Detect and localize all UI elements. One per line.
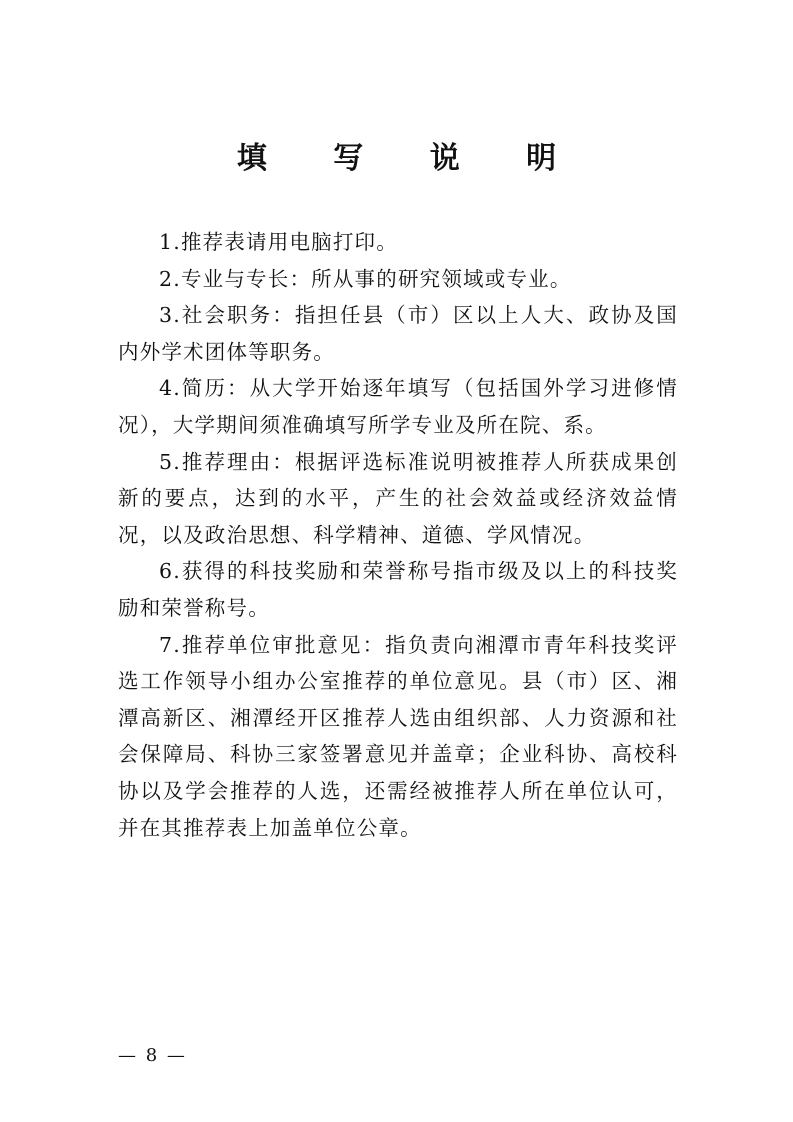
instructions-body [118,224,678,846]
instruction-item-7: 7.推荐单位审批意见：指负责向湘潭市青年科技奖评选工作领导小组办公室推荐的单位意见。县（市）区、湘潭高新区、湘潭经开区推荐人选由组织部、人力资源和社会保障局、科协三家签署意见并盖章；企业科协、高校科协以及学会推荐的人选，还需经被推荐人所在单位认可，并在其推荐表上加盖单位公章。 [118,632,678,840]
instruction-item-1: 1.推荐表请用电脑打印。 [159,230,398,254]
document-title: 填 写 说 明 [236,141,585,176]
instruction-item-6: 6.获得的科技奖励和荣誉称号指市级及以上的科技奖励和荣誉称号。 [118,559,678,620]
instruction-item-3: 3.社会职务：指担任县（市）区以上人大、政协及国内外学术团体等职务。 [118,303,678,364]
instruction-item-2: 2.专业与专长：所从事的研究领域或专业。 [159,266,572,291]
instruction-item-5: 5.推荐理由：根据评选标准说明被推荐人所获成果创新的要点，达到的水平，产生的社会效益或经济效益情况，以及政治思想、科学精神、道德、学风情况。 [118,449,678,547]
instruction-item-4: 4.简历：从大学开始逐年填写（包括国外学习进修情况），大学期间须准确填写所学专业及所在院、系。 [118,376,678,437]
page-number: — 8 — [118,1045,187,1066]
